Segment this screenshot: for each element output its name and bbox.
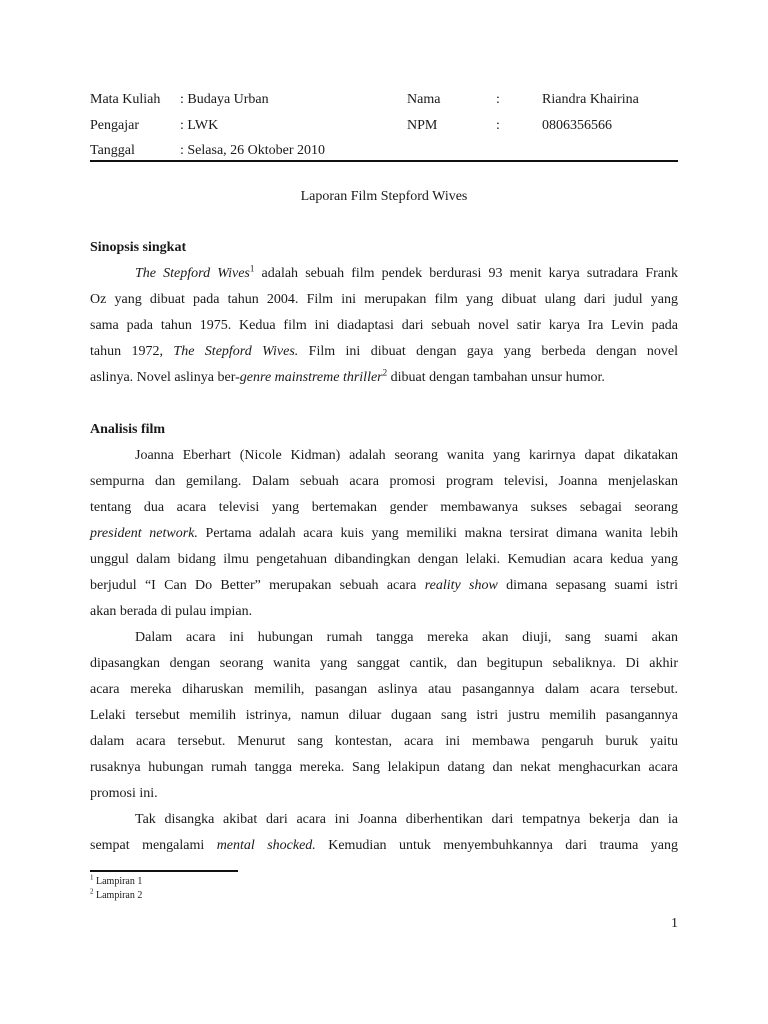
mata-kuliah-value: : Budaya Urban xyxy=(180,92,269,107)
sinopsis-line-3: sama pada tahun 1975. Kedua film ini diadaptasi dari sebuah novel satir karya Ira Levin pada xyxy=(90,318,678,333)
analisis-p3-line-2 xyxy=(90,837,678,855)
nama-value: Riandra Khairina xyxy=(542,92,639,107)
analisis-text: sempat mengalami xyxy=(90,838,217,853)
npm-colon: : xyxy=(496,118,500,133)
sinopsis-text: Film ini dibuat dengan gaya yang berbeda dengan novel xyxy=(298,344,678,359)
nama-colon: : xyxy=(496,92,500,107)
tanggal-value: : Selasa, 26 Oktober 2010 xyxy=(180,143,326,158)
sinopsis-text: adalah sebuah film pendek berdurasi 93 menit karya sutradara Frank xyxy=(254,266,679,281)
footnote-ref-2[interactable]: 2 xyxy=(382,367,388,378)
sinopsis-text: tahun 1972, xyxy=(90,344,174,359)
analisis-p2-line-2: dipasangkan dengan seorang wanita yang sanggat cantik, dan begitupun sebaliknya. Di akhir xyxy=(90,656,678,671)
sinopsis-heading: Sinopsis singkat xyxy=(90,240,187,255)
npm-label: NPM xyxy=(407,118,438,133)
sinopsis-line-4 xyxy=(90,343,678,361)
npm-value: 0806356566 xyxy=(542,118,612,133)
nama-label: Nama xyxy=(407,92,441,107)
analisis-p2-line-6: rusaknya hubungan rumah tangga mereka. Sang lelakipun datang dan nekat menghacurkan acara xyxy=(90,760,678,775)
analisis-p1-line-1: Joanna Eberhart (Nicole Kidman) adalah seorang wanita yang karirnya dapat dikatakan xyxy=(135,448,678,463)
analisis-text: Pertama adalah acara kuis yang memiliki makna tersirat dimana wanita lebih xyxy=(197,526,679,541)
pengajar-value: : LWK xyxy=(180,118,219,133)
term-italic: mental shocked. xyxy=(216,838,316,853)
analisis-p2-line-5: dalam acara tersebut. Menurut sang kontestan, acara ini membawa pengaruh buruk yaitu xyxy=(90,734,678,749)
analisis-p2-line-1: Dalam acara ini hubungan rumah tangga mereka akan diuji, sang suami akan xyxy=(135,630,678,645)
analisis-p1-line-7: akan berada di pulau impian. xyxy=(90,604,253,619)
footnote-text: Lampiran 2 xyxy=(93,890,143,901)
analisis-text: Kemudian untuk menyembuhkannya dari trauma yang xyxy=(315,838,678,853)
tanggal-label: Tanggal xyxy=(90,143,135,158)
page-number: 1 xyxy=(671,916,678,931)
sinopsis-line-1 xyxy=(135,265,678,283)
genre-italic: genre mainstreme thriller xyxy=(239,370,383,385)
term-italic: president network. xyxy=(90,526,198,541)
analisis-p1-line-6 xyxy=(90,577,678,595)
film-title-italic: The Stepford Wives. xyxy=(173,344,299,359)
footnote-text: Lampiran 1 xyxy=(93,876,143,887)
footnote-divider xyxy=(90,870,238,872)
footnote-1 xyxy=(90,873,143,888)
analisis-p1-line-2: sempurna dan gemilang. Dalam sebuah acara promosi program televisi, Joanna menjelaskan xyxy=(90,474,678,489)
pengajar-label: Pengajar xyxy=(90,118,139,133)
report-title: Laporan Film Stepford Wives xyxy=(300,189,468,204)
sinopsis-line-2: Oz yang dibuat pada tahun 2004. Film ini merupakan film yang dibuat ulang dari judul yang xyxy=(90,292,678,307)
footnote-ref-1[interactable]: 1 xyxy=(249,263,255,274)
analisis-text: dimana sepasang suami istri xyxy=(497,578,679,593)
analisis-p2-line-3: acara mereka diharuskan memilih, pasangan aslinya atau pasangannya dalam acara tersebut. xyxy=(90,682,678,697)
term-italic: reality show xyxy=(424,578,498,593)
analisis-p2-line-7: promosi ini. xyxy=(90,786,158,801)
film-title-italic: The Stepford Wives xyxy=(135,266,250,281)
analisis-p1-line-3: tentang dua acara televisi yang bertemakan gender membawanya sukses sebagai seorang xyxy=(90,500,678,515)
analisis-p3-line-1: Tak disangka akibat dari acara ini Joanna diberhentikan dari tempatnya bekerja dan ia xyxy=(135,812,678,827)
header-divider xyxy=(90,160,678,162)
analisis-heading: Analisis film xyxy=(90,422,166,437)
sinopsis-text: aslinya. Novel aslinya ber- xyxy=(90,370,240,385)
mata-kuliah-label: Mata Kuliah xyxy=(90,92,161,107)
analisis-p1-line-5: unggul dalam bidang ilmu pengetahuan dibandingkan dengan lelaki. Kemudian acara kedua yang xyxy=(90,552,678,567)
sinopsis-line-5 xyxy=(90,369,678,387)
analisis-p1-line-4 xyxy=(90,525,678,543)
footnote-number: 1 xyxy=(90,873,94,882)
analisis-p2-line-4: Lelaki tersebut memilih istrinya, namun diluar dugaan sang istri justru memilih pasangannya xyxy=(90,708,678,723)
sinopsis-text: dibuat dengan tambahan unsur humor. xyxy=(387,370,605,385)
footnote-2 xyxy=(90,887,143,902)
analisis-text: berjudul “I Can Do Better” merupakan sebuah acara xyxy=(90,578,425,593)
footnote-number: 2 xyxy=(90,887,94,896)
